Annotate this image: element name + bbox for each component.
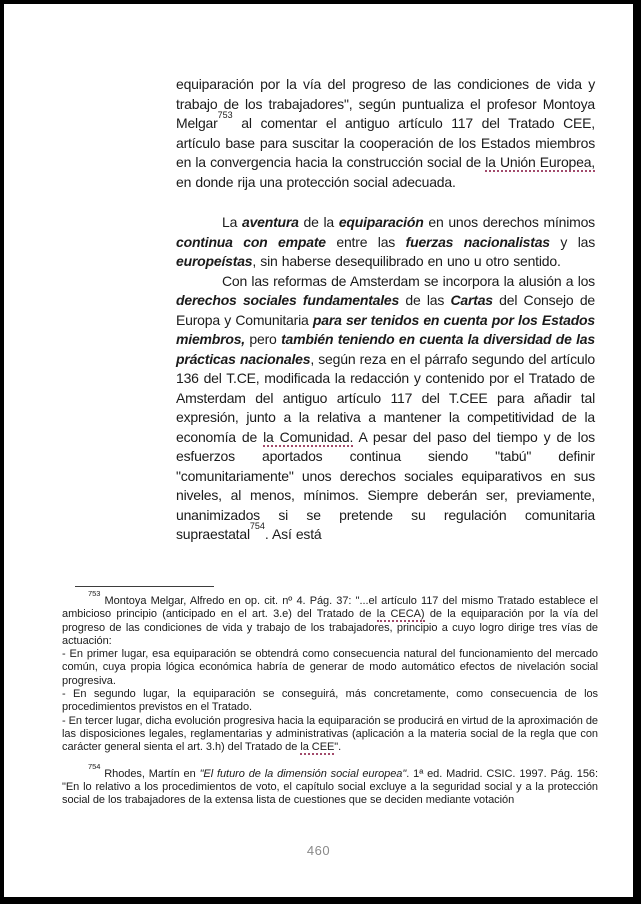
paragraph-reformas-amsterdam: Con las reformas de Amsterdam se incorpora la alusión a los derechos sociales fundamentales de las Cartas del Consejo de Europa y Comunitaria para ser tenidos en cuenta por los Estados miembros, pero también teniendo en cuenta la diversidad de las prácticas nacionales, según reza en el párrafo segundo del artículo 136 del T.CE, modificada la redacción y contenido por el Tratado de Amsterdam del antiguo artículo 117 del T.CEE para añadir tal expresión, junto a la relativa a mantener la competitividad de la economía de la Comunidad. A pesar del paso del tiempo y de los esfuerzos aportados continua siendo "tabú" definir "comunitariamente" unos derechos sociales equiparativos en sus niveles, al menos, mínimos. Siempre deberán ser, previamente, unanimizados si se pretende su regulación comunitaria supraestatal$^{754}$. Así está — [176, 272, 595, 542]
footnote-754: $^{754}$ Rhodes, Martín en "El futuro de la dimensión social europea". 1ª ed. Madrid. CSIC. 1997. Pág. 156: "En lo relativo a los procedimientos de voto, el capítulo social excluye a la seguridad social y a la protección social de los trabajadores de la extensa lista de cuestiones que se deciden mediante votación — [62, 761, 599, 807]
paragraph-aventura: La aventura de la equiparación en unos derechos mínimos continua con empate entre las fuerzas nacionalistas y las europeístas, sin haberse desequilibrado en uno u otro sentido. — [176, 214, 595, 269]
footnotes-block — [62, 589, 599, 807]
footnote-753-intro: $^{753}$ Montoya Melgar, Alfredo en op. cit. nº 4. Pág. 37: "...el artículo 117 del mismo Tratado establece el ambicioso principio (anticipado en el art. 3.e) del Tratado de la CECA) de la equiparación por la vía del progreso de las condiciones de vida y trabajo de los trabajadores, principio a cuyo logro dirige tres vías de actuación: — [62, 589, 599, 647]
paragraph-continuation: equiparación por la vía del progreso de las condiciones de vida y trabajo de los trabajadores", según puntualiza el profesor Montoya Melgar$^{753}$ al comentar el antiguo artículo 117 del Tratado CEE, artículo base para suscitar la cooperación de los Estados miembros en la convergencia hacia la construcción social de la Unión Europea, en donde rija una protección social adecuada. — [176, 76, 595, 190]
page-sheet — [4, 4, 633, 897]
footnote-separator — [75, 586, 214, 587]
footnote-753-item-2: - En segundo lugar, la equiparación se conseguirá, más concretamente, como consecuencia de los procedimientos previstos en el Tratado. — [62, 688, 598, 714]
body-text-block — [176, 75, 595, 545]
page-number: 460 — [306, 843, 331, 858]
footnote-753-item-3: - En tercer lugar, dicha evolución progresiva hacia la equiparación se producirá en virtud de la aproximación de las disposiciones legales, reglamentarias y administrativas (aplicación a la materia social de la regla que con carácter general sienta el art. 3.h) del Tratado de la CEE". — [62, 714, 598, 754]
footnote-753-item-1: - En primer lugar, esa equiparación se obtendrá como consecuencia natural del funcionamiento del mercado común, cuya propia lógica económica habría de generar de modo automático efectos de nivelación social progresiva. — [62, 648, 598, 687]
